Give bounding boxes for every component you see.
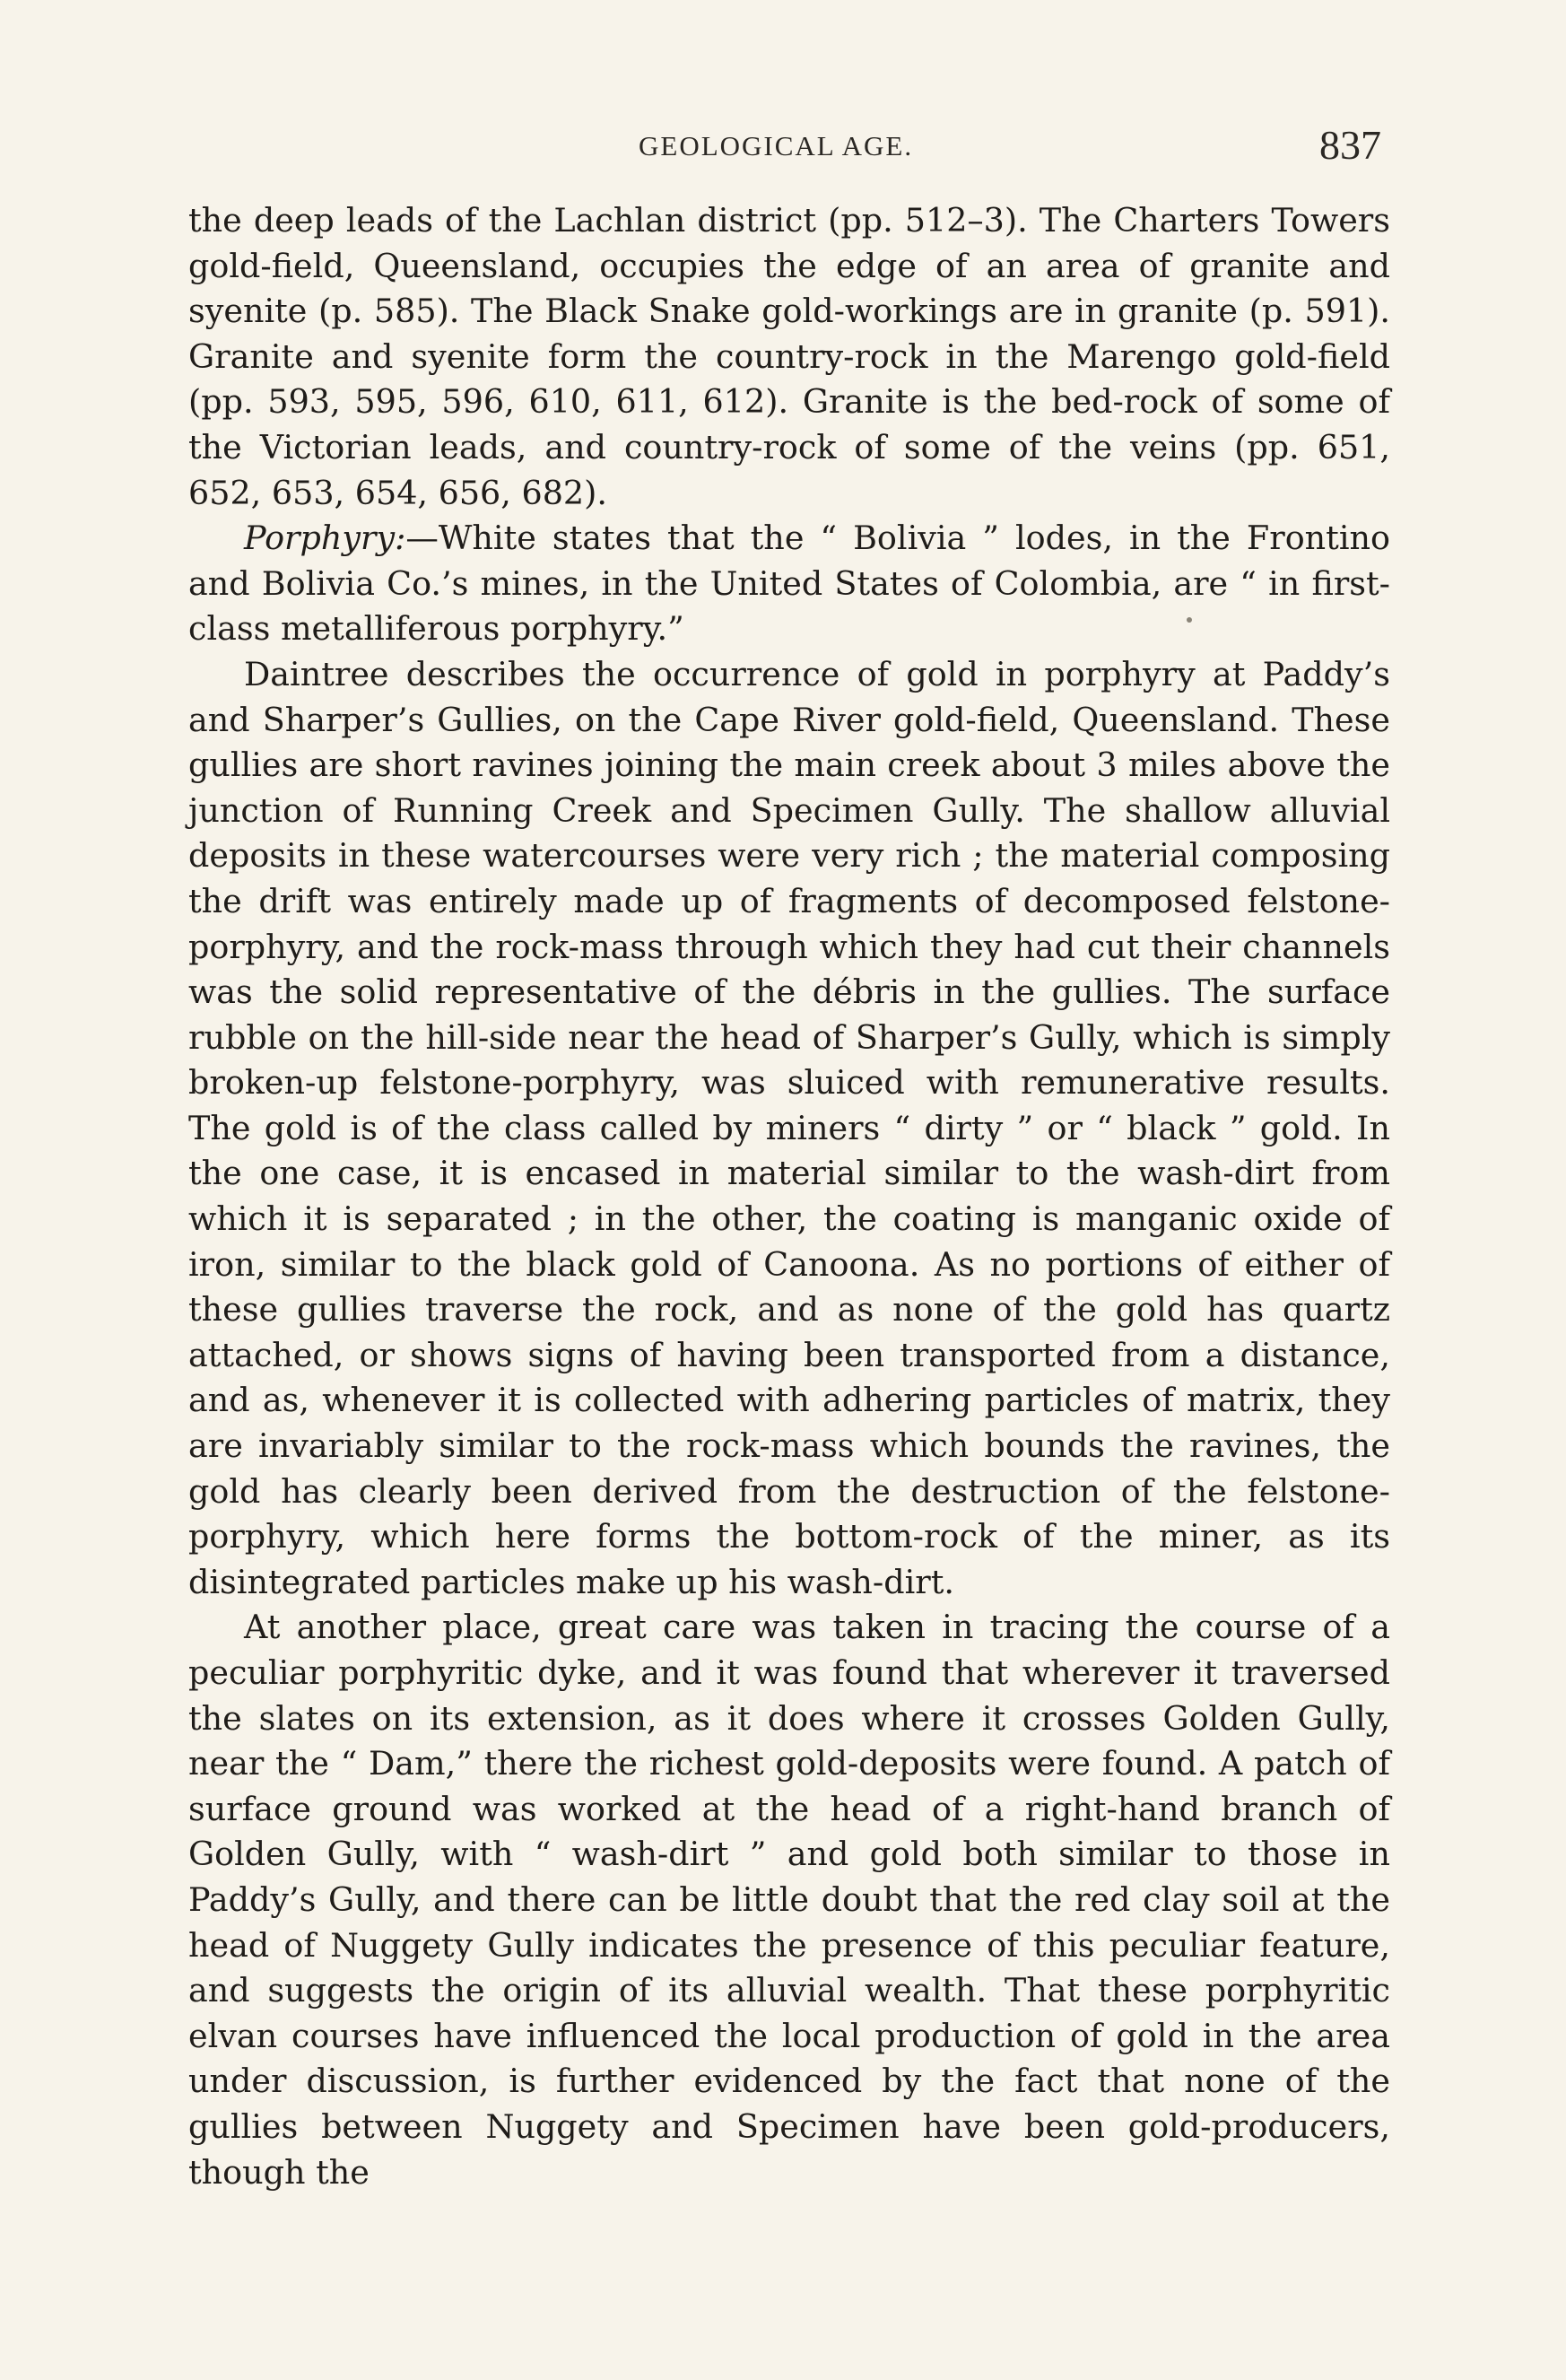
page-number: 837 — [1319, 122, 1381, 168]
stray-ink-dot — [1187, 617, 1192, 623]
paragraph-2 — [188, 516, 1390, 652]
body-text — [188, 198, 1390, 2195]
paragraph-4: At another place, great care was taken in tracing the course of a peculiar porphyritic dyke, and it was found that wherever it traversed the slates on its extension, as it does where it crosses Golden Gully, near the “ Dam,” there the richest gold-deposits were found. A patch of surface ground was worked at the head of a right-hand branch of Golden Gully, with “ wash-dirt ” and gold both similar to those in Paddy’s Gully, and there can be little doubt that the red clay soil at the head of Nuggety Gully indicates the presence of this peculiar feature, and suggests the origin of its alluvial wealth. That these porphyritic elvan courses have influenced the local production of gold in the area under discussion, is further evidenced by the fact that none of the gullies between Nuggety and Specimen have been gold-producers, though the — [188, 1608, 1390, 2192]
running-head — [0, 121, 1566, 175]
running-title: GEOLOGICAL AGE. — [639, 130, 914, 161]
porphyry-heading: Porphyry: — [244, 519, 406, 558]
paragraph-1: the deep leads of the Lachlan district (pp. 512–3). The Charters Towers gold-field, Queensland, occupies the edge of an area of granite and syenite (p. 585). The Black Snake gold-workings are in granite (p. 591). Granite and syenite form the country-rock in the Marengo gold-field (pp. 593, 595, 596, 610, 611, 612). Granite is the bed-rock of some of the Victorian leads, and country-rock of some of the veins (pp. 651, 652, 653, 654, 656, 682). — [188, 201, 1390, 512]
paragraph-3: Daintree describes the occurrence of gold in porphyry at Paddy’s and Sharper’s Gullies, on the Cape River gold-field, Queensland. These gullies are short ravines joining the main creek about 3 miles above the junction of Running Creek and Specimen Gully. The shallow alluvial deposits in these watercourses were very rich ; the material composing the drift was entirely made up of fragments of decomposed felstone-porphyry, and the rock-mass through which they had cut their channels was the solid representative of the débris in the gullies. The surface rubble on the hill-side near the head of Sharper’s Gully, which is simply broken-up felstone-porphyry, was sluiced with remunerative results. The gold is of the class called by miners “ dirty ” or “ black ” gold. In the one case, it is encased in material similar to the wash-dirt from which it is separated ; in the other, the coating is manganic oxide of iron, similar to the black gold of Canoona. As no portions of either of these gullies traverse the rock, and as none of the gold has quartz attached, or shows signs of having been transported from a distance, and as, whenever it is collected with adhering particles of matrix, they are invariably similar to the rock-mass which bounds the ravines, the gold has clearly been derived from the destruction of the felstone-porphyry, which here forms the bottom-rock of the miner, as its disintegrated particles make up his wash-dirt. — [188, 654, 1390, 1601]
paragraph-2-text: —White states that the “ Bolivia ” lodes, in the Frontino and Bolivia Co.’s mines, in the United States of Colombia, are “ in first-class metalliferous porphyry.” — [188, 519, 1390, 649]
